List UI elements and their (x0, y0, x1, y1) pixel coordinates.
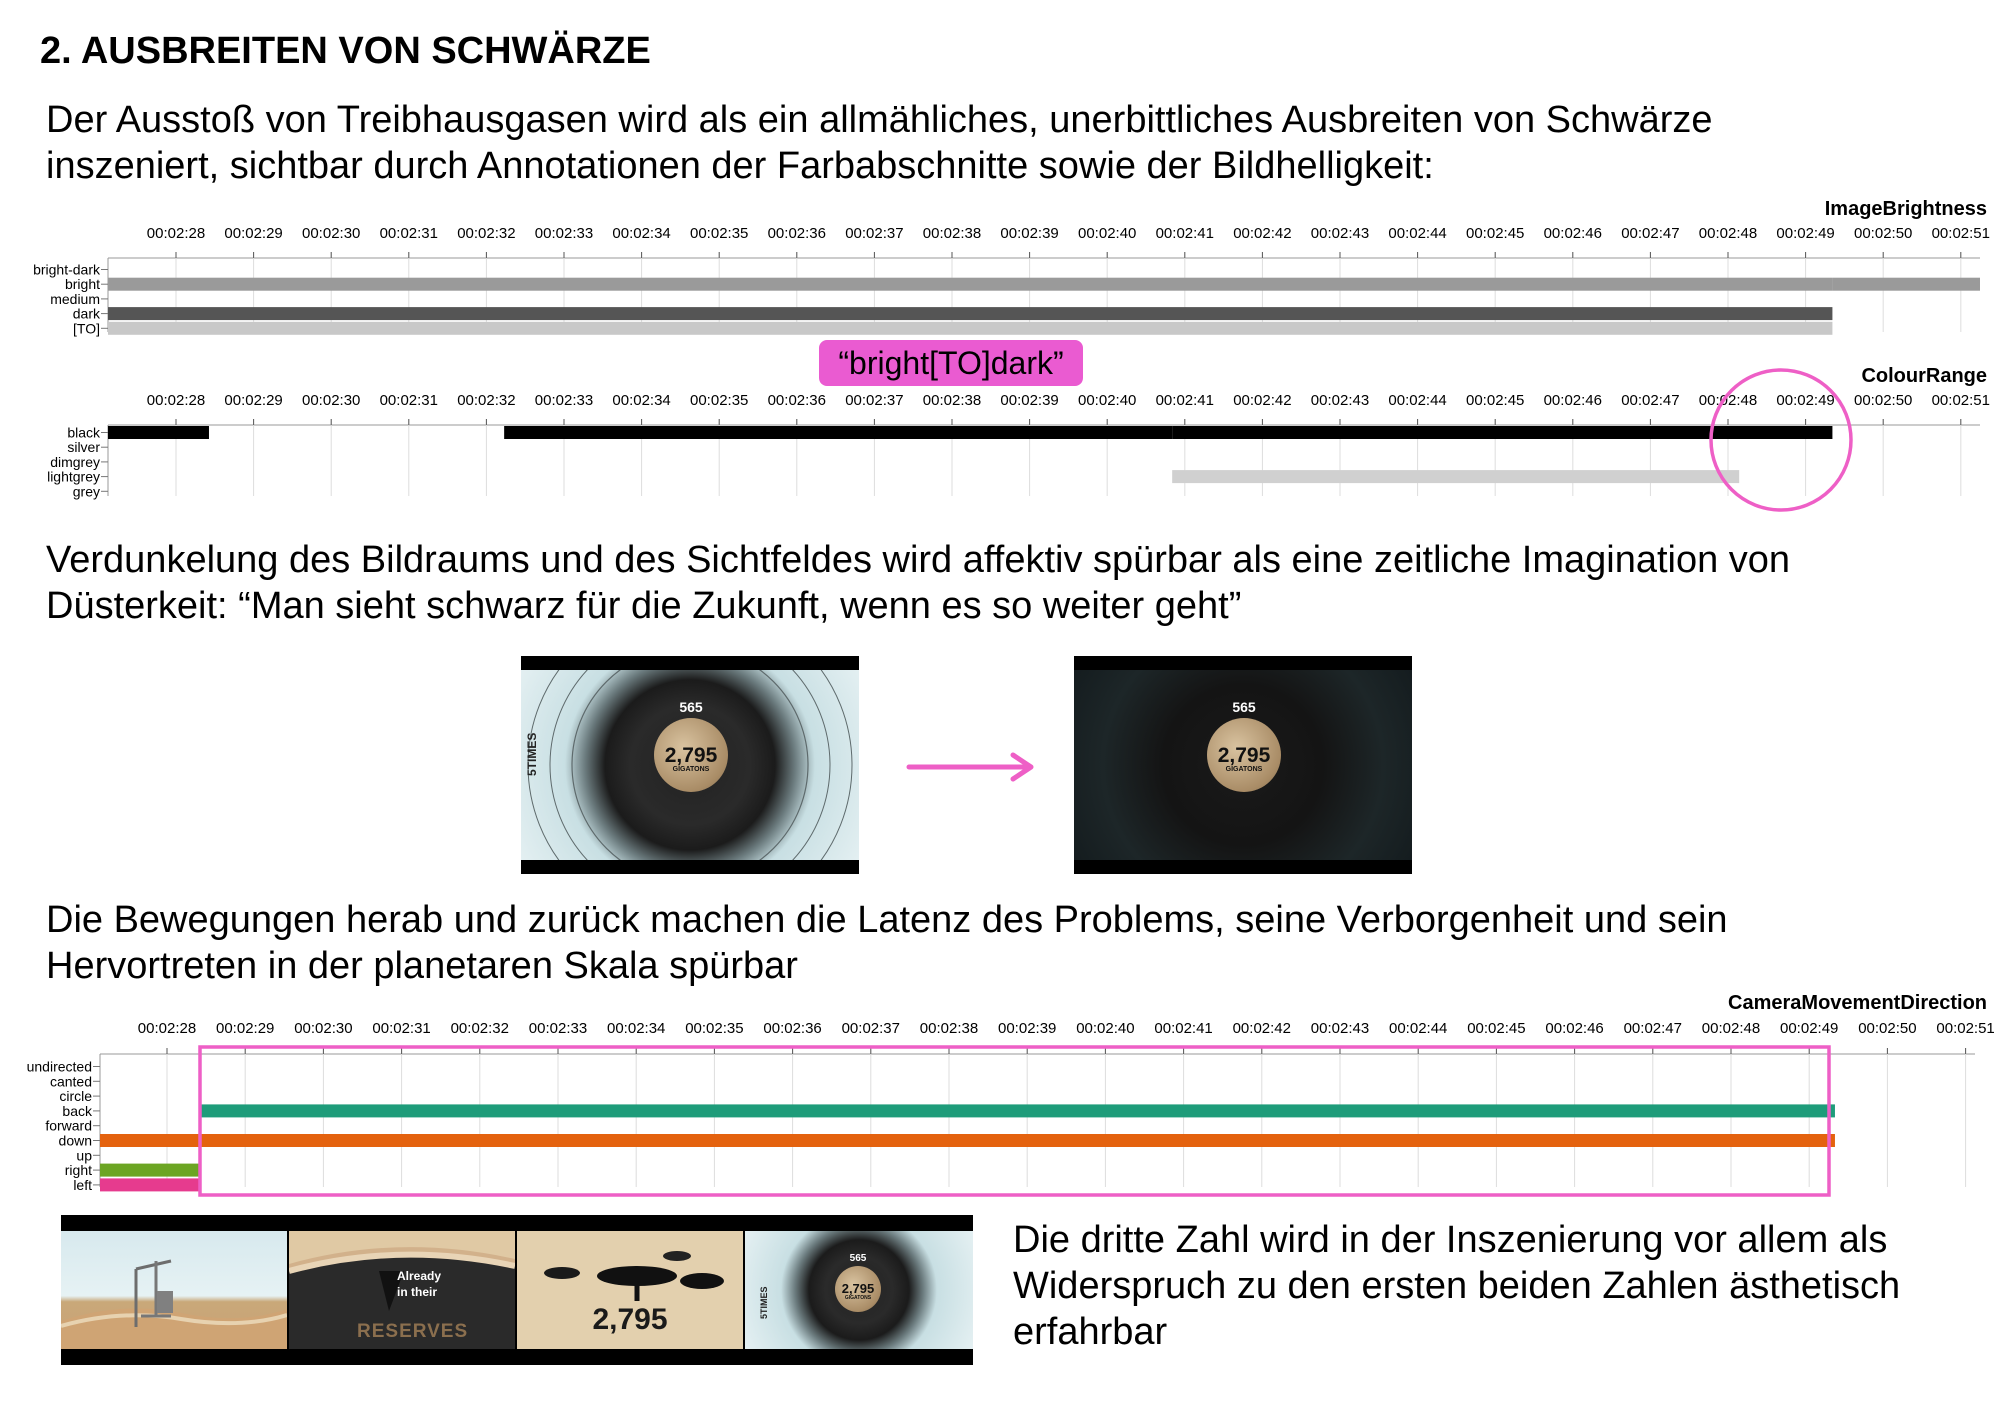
tick-label: 00:02:30 (302, 392, 361, 409)
paragraph-line: erfahrbar (1013, 1311, 1168, 1353)
filmstrip (61, 1215, 973, 1365)
tick-label: 00:02:49 (1776, 225, 1835, 242)
tick-label: 00:02:42 (1232, 1020, 1291, 1037)
tick-label: 00:02:49 (1776, 392, 1835, 409)
timeline-title: ColourRange (1861, 365, 1987, 387)
segment-bar-black (108, 426, 209, 439)
tick-label: 00:02:39 (998, 1020, 1057, 1037)
tick-label: 00:02:39 (1000, 225, 1059, 242)
tick-label: 00:02:43 (1310, 1020, 1370, 1037)
tick-label: 00:02:30 (294, 1020, 353, 1037)
tick-label: 00:02:37 (841, 1020, 900, 1037)
number-sub: GIGATONS (844, 1295, 872, 1301)
tick-label: 00:02:31 (372, 1020, 431, 1037)
tick-label: 00:02:36 (763, 1020, 822, 1037)
category-label: circle (59, 1088, 92, 1105)
tick-label: 00:02:32 (457, 392, 516, 409)
category-label: silver (67, 439, 100, 456)
paragraph-line: Verdunkelung des Bildraums und des Sichtfeldes wird affektiv spürbar als eine zeitliche Imagination von (46, 539, 1791, 581)
bright-to-dark-callout: “bright[TO]dark” (819, 340, 1083, 386)
tick-label: 00:02:44 (1389, 1020, 1448, 1037)
tick-label: 00:02:31 (379, 225, 438, 242)
category-label: black (67, 424, 100, 441)
paragraph-movements (46, 897, 1728, 989)
category-label: canted (49, 1073, 92, 1090)
category-label: undirected (26, 1058, 92, 1075)
tick-label: 00:02:28 (146, 392, 206, 409)
segment-bar-back (201, 1104, 1835, 1117)
tick-label: 00:02:46 (1545, 1020, 1604, 1037)
tick-label: 00:02:42 (1233, 392, 1292, 409)
tick-label: 00:02:38 (919, 1020, 979, 1037)
category-label: dimgrey (50, 453, 100, 470)
tick-label: 00:02:46 (1543, 392, 1602, 409)
tick-label: 00:02:41 (1155, 225, 1214, 242)
segment-bar-right (100, 1164, 201, 1177)
colour-range-timeline (0, 360, 2000, 520)
side-label: 5TIMES (525, 732, 539, 776)
paragraph-line: Der Ausstoß von Treibhausgasen wird als ein allmähliches, unerbittliches Ausbreiten von Schwärze (46, 99, 1713, 141)
paragraph-line: Hervortreten in der planetaren Skala spürbar (46, 945, 798, 987)
transition-arrow (905, 752, 1045, 782)
tick-label: 00:02:34 (607, 1020, 666, 1037)
tick-label: 00:02:28 (137, 1020, 197, 1037)
tick-label: 00:02:51 (1931, 225, 1990, 242)
tick-label: 00:02:28 (146, 225, 206, 242)
tick-label: 00:02:31 (379, 392, 438, 409)
category-label: left (73, 1176, 92, 1193)
tick-label: 00:02:40 (1076, 1020, 1135, 1037)
segment-bar-lightgrey (1172, 470, 1739, 483)
tick-label: 00:02:44 (1388, 225, 1447, 242)
tick-label: 00:02:48 (1701, 1020, 1761, 1037)
tick-label: 00:02:43 (1310, 392, 1370, 409)
tick-label: 00:02:34 (612, 225, 671, 242)
paragraph-intro (46, 97, 1713, 189)
category-label: down (58, 1132, 92, 1149)
tick-label: 00:02:50 (1854, 225, 1913, 242)
number-top: 565 (1232, 699, 1256, 715)
image-brightness-timeline (0, 195, 2000, 335)
category-label: up (76, 1147, 92, 1164)
side-label: 5TIMES (759, 1286, 769, 1319)
category-label: bright (64, 276, 100, 293)
tick-label: 00:02:29 (216, 1020, 275, 1037)
tick-label: 00:02:45 (1467, 1020, 1526, 1037)
tick-label: 00:02:47 (1621, 225, 1680, 242)
segment-bar-to (108, 322, 1832, 335)
film-still-dark (1074, 656, 1412, 874)
tick-label: 00:02:36 (767, 225, 826, 242)
filmstrip-frame-1 (61, 1231, 287, 1349)
tick-label: 00:02:43 (1310, 225, 1370, 242)
timeline-title: CameraMovementDirection (1728, 992, 1987, 1014)
tick-label: 00:02:40 (1078, 225, 1137, 242)
tick-label: 00:02:36 (767, 392, 826, 409)
tick-label: 00:02:51 (1931, 392, 1990, 409)
tick-label: 00:02:29 (224, 225, 283, 242)
camera-movement-timeline (0, 990, 2000, 1205)
tick-label: 00:02:33 (534, 392, 594, 409)
number-main: 2,795 (664, 744, 718, 767)
tick-label: 00:02:33 (528, 1020, 588, 1037)
number-sub: GIGATONS (672, 766, 710, 773)
category-label: medium (50, 290, 100, 307)
tick-label: 00:02:51 (1936, 1020, 1995, 1037)
tick-label: 00:02:45 (1466, 225, 1525, 242)
segment-bar-down (100, 1134, 1835, 1147)
tick-label: 00:02:48 (1698, 392, 1758, 409)
number-main: 2,795 (1217, 744, 1271, 767)
tick-label: 00:02:45 (1466, 392, 1525, 409)
tick-label: 00:02:41 (1154, 1020, 1213, 1037)
tick-label: 00:02:50 (1858, 1020, 1917, 1037)
paragraph-line: Düsterkeit: “Man sieht schwarz für die Zukunft, wenn es so weiter geht” (46, 585, 1242, 627)
tick-label: 00:02:29 (224, 392, 283, 409)
tick-label: 00:02:35 (690, 225, 749, 242)
segment-bar-left (100, 1178, 201, 1191)
paragraph-line: Widerspruch zu den ersten beiden Zahlen ästhetisch (1013, 1265, 1901, 1307)
reserves-number: 2,795 (592, 1303, 668, 1336)
tick-label: 00:02:38 (922, 225, 982, 242)
tick-label: 00:02:46 (1543, 225, 1602, 242)
segment-bar-black (1172, 426, 1832, 439)
tick-label: 00:02:44 (1388, 392, 1447, 409)
tick-label: 00:02:35 (690, 392, 749, 409)
film-still-bright (521, 656, 859, 874)
number-top: 565 (849, 1253, 867, 1264)
filmstrip-frame-4 (745, 1231, 973, 1349)
paragraph-line: inszeniert, sichtbar durch Annotationen der Farbabschnitte sowie der Bildhelligkeit: (46, 145, 1434, 187)
tick-label: 00:02:34 (612, 392, 671, 409)
highlight-circle (1711, 370, 1851, 510)
tick-label: 00:02:50 (1854, 392, 1913, 409)
segment-bar-bright (108, 278, 1832, 291)
tick-label: 00:02:49 (1780, 1020, 1839, 1037)
number-sub: GIGATONS (1225, 766, 1263, 773)
tick-label: 00:02:35 (685, 1020, 744, 1037)
tick-label: 00:02:41 (1155, 392, 1214, 409)
tick-label: 00:02:48 (1698, 225, 1758, 242)
category-label: right (64, 1162, 92, 1179)
segment-bar-dark (108, 307, 1832, 320)
category-label: lightgrey (47, 468, 100, 485)
timeline-title: ImageBrightness (1824, 198, 1987, 220)
tick-label: 00:02:30 (302, 225, 361, 242)
tick-label: 00:02:42 (1233, 225, 1292, 242)
number-top: 565 (679, 699, 703, 715)
tick-label: 00:02:32 (450, 1020, 509, 1037)
category-label: bright-dark (33, 261, 100, 278)
tick-label: 00:02:32 (457, 225, 516, 242)
paragraph-line: Die Bewegungen herab und zurück machen die Latenz des Problems, seine Verborgenheit und sein (46, 899, 1728, 941)
tick-label: 00:02:40 (1078, 392, 1137, 409)
section-heading: 2. AUSBREITEN VON SCHWÄRZE (40, 30, 651, 72)
paragraph-line: Die dritte Zahl wird in der Inszenierung vor allem als (1013, 1219, 1888, 1261)
segment-bar-bright (1832, 278, 1980, 291)
tick-label: 00:02:38 (922, 392, 982, 409)
text-reserves: RESERVES (357, 1321, 469, 1342)
tick-label: 00:02:33 (534, 225, 594, 242)
number-main: 2,795 (841, 1281, 875, 1296)
category-label: forward (45, 1117, 92, 1134)
category-label: grey (72, 483, 100, 500)
tick-label: 00:02:37 (845, 225, 904, 242)
category-label: [TO] (73, 320, 100, 337)
text-already: Already (397, 1269, 442, 1283)
tick-label: 00:02:37 (845, 392, 904, 409)
filmstrip-frame-2 (289, 1231, 515, 1349)
tick-label: 00:02:47 (1621, 392, 1680, 409)
segment-bar-black (504, 426, 1172, 439)
highlight-rectangle (200, 1047, 1829, 1195)
tick-label: 00:02:39 (1000, 392, 1059, 409)
paragraph-third-number (1013, 1217, 1900, 1355)
filmstrip-frame-3 (517, 1231, 743, 1349)
tick-label: 00:02:47 (1623, 1020, 1682, 1037)
category-label: dark (72, 305, 100, 322)
text-in-their: in their (397, 1285, 438, 1299)
category-label: back (62, 1102, 92, 1119)
paragraph-darkening (46, 537, 1790, 629)
